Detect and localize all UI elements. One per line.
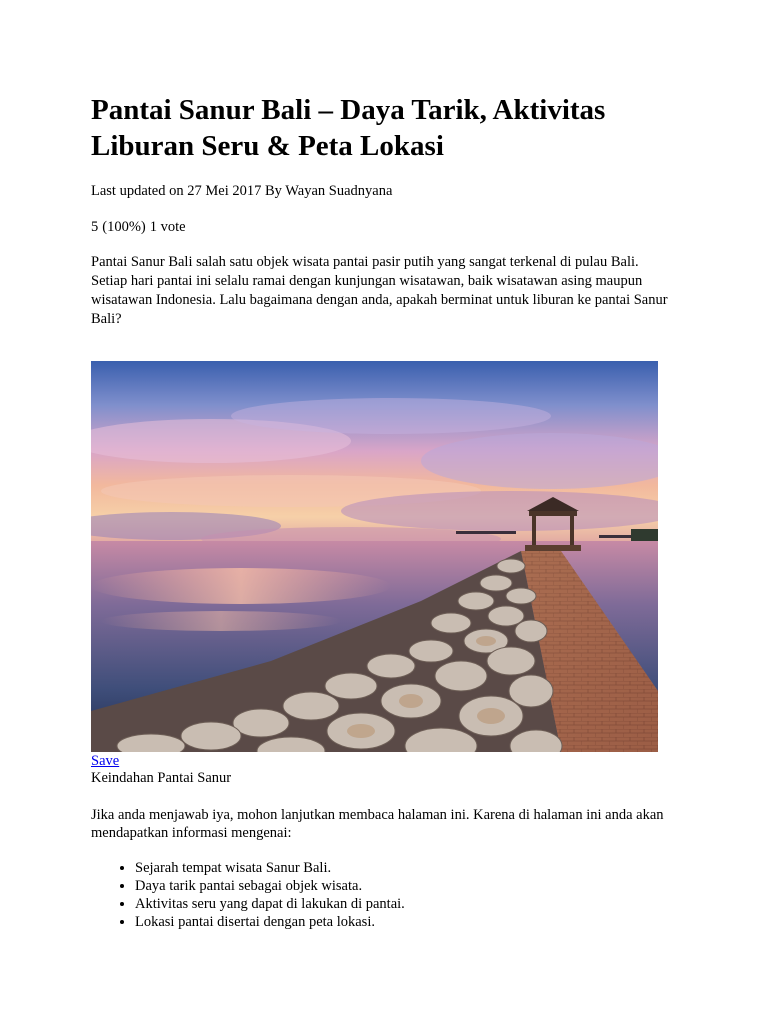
- info-list: [91, 859, 405, 931]
- list-item: • Sejarah tempat wisata Sanur Bali.: [135, 859, 405, 877]
- list-item: • Daya tarik pantai sebagai objek wisata.: [135, 877, 405, 895]
- rating-score: 5: [91, 219, 99, 235]
- second-paragraph: Jika anda menjawab iya, mohon lanjutkan membaca halaman ini. Karena di halaman ini anda akan mendapatkan informasi mengenai:: [91, 807, 664, 841]
- list-item: • Aktivitas seru yang dapat di lakukan di pantai.: [135, 895, 405, 913]
- article-meta: Last updated on 27 Mei 2017 By Wayan Suadnyana: [91, 183, 393, 199]
- list-item: • Lokasi pantai disertai dengan peta lokasi.: [135, 913, 405, 931]
- rating-percent: (100%): [102, 219, 146, 235]
- article-title: Pantai Sanur Bali – Daya Tarik, Aktivitas Liburan Seru & Peta Lokasi: [91, 94, 606, 162]
- intro-paragraph: Pantai Sanur Bali salah satu objek wisata pantai pasir putih yang sangat terkenal di pulau Bali. Setiap hari pantai ini selalu ramai dengan kunjungan wisatawan, baik wisatawan asing maupun wisatawan Indonesia. Lalu bagaimana dengan anda, apakah berminat untuk liburan ke pantai Sanur Bali?: [91, 254, 668, 327]
- beach-photo: [91, 361, 658, 752]
- save-link[interactable]: Save: [91, 753, 120, 769]
- rating: [91, 218, 190, 236]
- rating-votes: 1 vote: [149, 219, 186, 235]
- image-caption: Keindahan Pantai Sanur: [91, 770, 232, 786]
